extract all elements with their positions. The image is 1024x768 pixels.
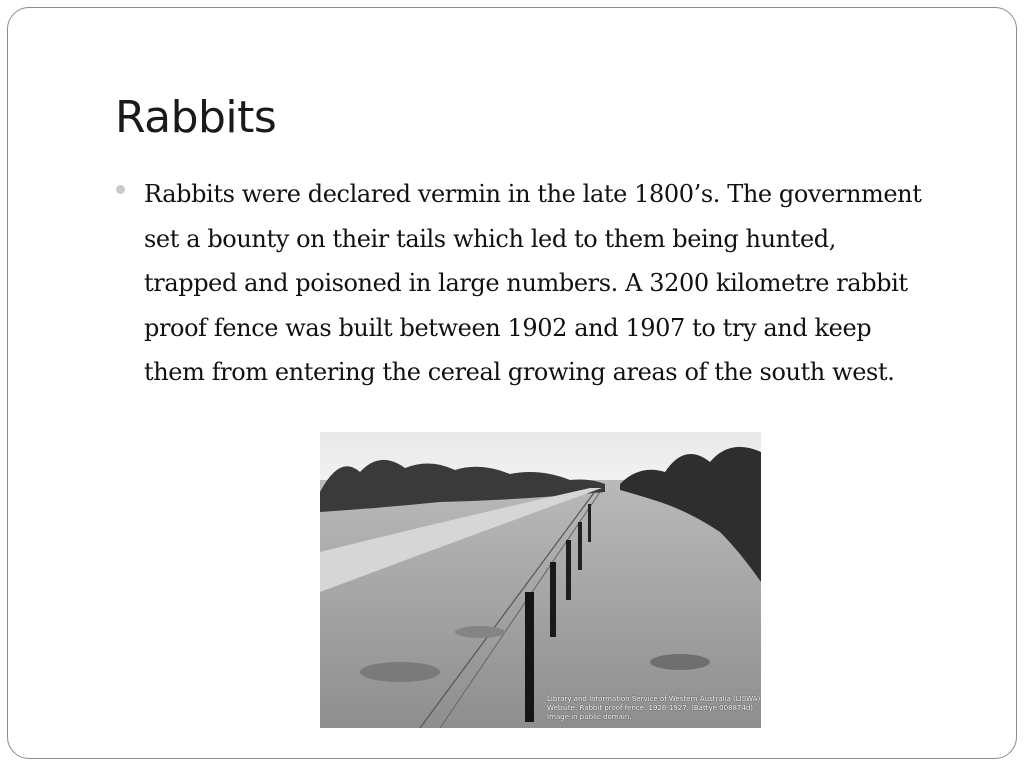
- slide-title: Rabbits: [115, 92, 277, 143]
- photo-caption: [547, 695, 761, 722]
- caption-line: Library and Information Service of Western Australia (LISWA): [547, 695, 761, 703]
- fence-photo-illustration: [320, 432, 761, 728]
- caption-line: Image in public domain.: [547, 713, 632, 721]
- rabbit-fence-photo: [320, 432, 761, 728]
- slide-frame: [7, 7, 1017, 759]
- bullet-dot-icon: [116, 185, 125, 194]
- caption-line: Website: Rabbit proof fence. 1926-1927. (Battye 008874d): [547, 704, 754, 712]
- bullet-text: Rabbits were declared vermin in the late 1800’s. The government set a bounty on their tails which led to them being hunted, trapped and poisoned in large numbers. A 3200 kilometre rabbit proof fence was built between 1902 and 1907 to try and keep them from entering the cereal growing areas of the south west.: [144, 180, 922, 386]
